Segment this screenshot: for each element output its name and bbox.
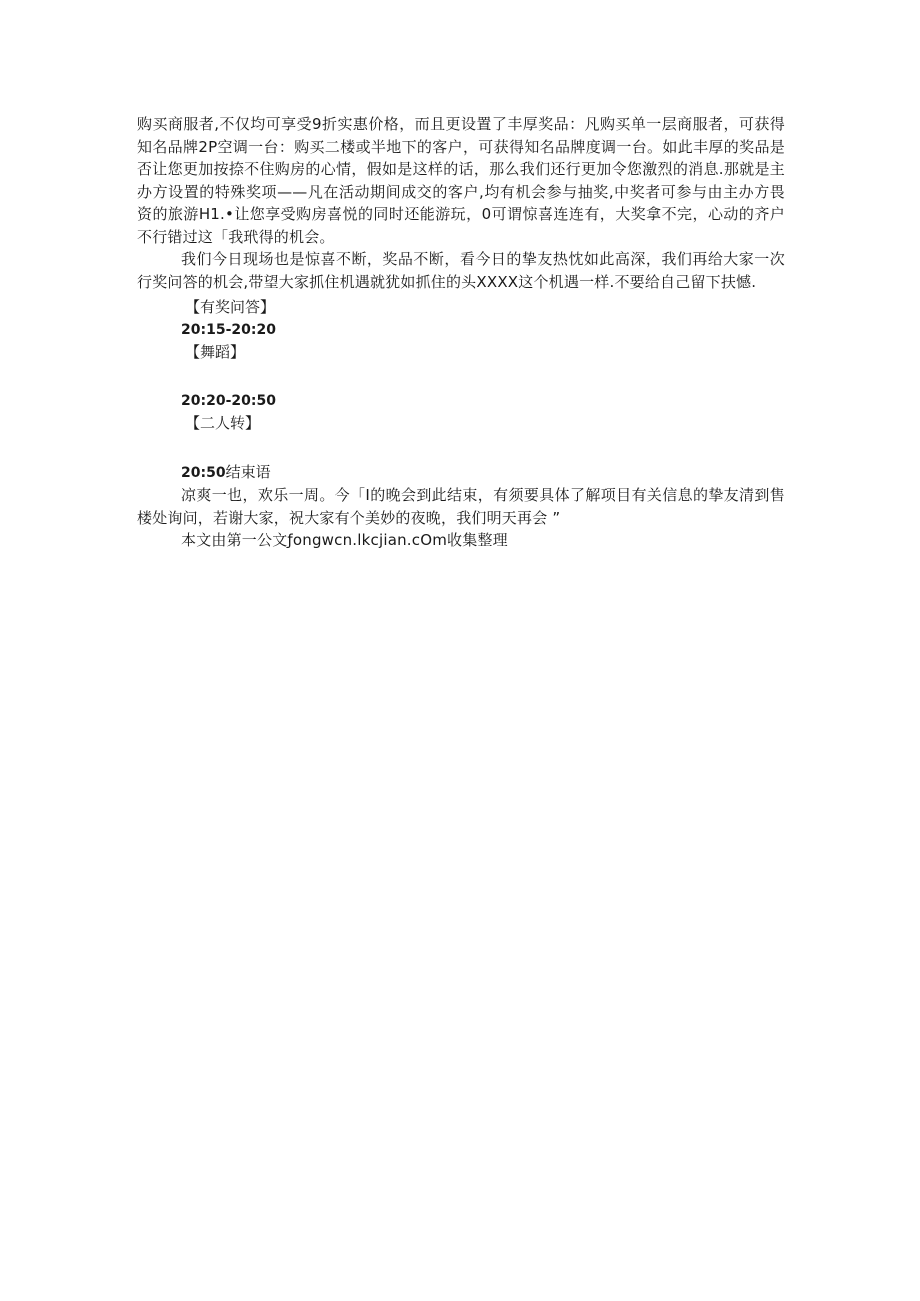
time-slot-3 [137,461,785,485]
time-slot-3-time: 20:50 [181,464,226,481]
section-heading-dance: 【舞蹈】 [185,343,246,361]
blank-line [137,435,785,461]
paragraph-prize-intro: 购买商服者,不仅均可享受9折实惠价格，而且更设置了丰厚奖品：凡购买单一层商服者，可获得知名品牌2P空调一台：购买二楼或半地下的客户，可获得知名品牌度调一台。如此丰厚的奖品是否让您更加按捺不住购房的心情，假如是这样的话，那么我们还行更加令您激烈的消息.那就是主办方设置的特殊奖项——凡在活动期间成交的客户,均有机会参与抽奖,中奖者可参与由主办方畏资的旅游H1.•让您享受购房喜悦的同时还能游玩，0可谓惊喜连连有，大奖拿不完，心动的齐户不行错过这「我玳得的机会。 [137,115,785,246]
paragraph-closing: 凉爽一也，欢乐一周。今「I的晚会到此结束，有须要具体了解项目有关信息的挚友清到售楼处询问，若谢大家，祝大家有个美妙的夜晚，我们明天再会 ” [137,486,785,527]
document-body [137,113,785,552]
time-slot-1: 20:15-20:20 [181,321,276,338]
time-slot-3-label: 结束语 [225,462,271,481]
section-heading-errenzhuan: 【二人转】 [185,414,261,432]
blank-line [137,364,785,390]
time-slot-2: 20:20-20:50 [181,392,276,409]
section-heading-quiz: 【有奖问答】 [185,298,276,316]
paragraph-quiz-intro: 我们今日现场也是惊喜不断，奖品不断，看今日的挚友热忱如此高深，我们再给大家一次行奖问答的机会,带望大家抓住机遇就犹如抓住的头XXXX这个机遇一样.不要给自己留下扶憾. [137,250,785,291]
footer-source-note: 本文由第一公文ƒongwcn.lkcjian.cOm收集整理 [181,531,508,549]
